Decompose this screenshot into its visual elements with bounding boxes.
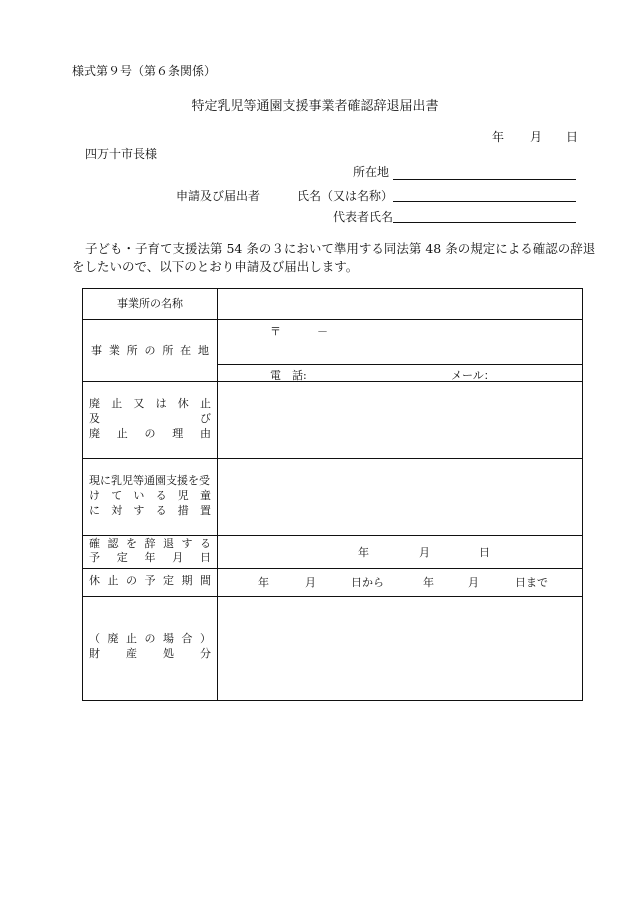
suspension-month-1: 月 <box>305 576 316 589</box>
applicant-role-label: 申請及び届出者 <box>176 189 261 203</box>
suspension-day-1: 日から <box>351 576 384 589</box>
addressee: 四万十市長様 <box>85 147 158 161</box>
withdraw-day: 日 <box>479 546 490 559</box>
postal-mark: 〒 <box>270 325 281 338</box>
postal-dash: － <box>317 325 328 338</box>
date-month: 月 <box>530 130 543 144</box>
measures-field[interactable] <box>218 459 582 535</box>
name-field[interactable] <box>393 201 576 202</box>
suspension-year-1: 年 <box>258 576 269 589</box>
form-number: 様式第９号（第６条関係） <box>72 64 217 78</box>
phone-label: 電 話: <box>270 369 307 382</box>
withdraw-month: 月 <box>419 546 430 559</box>
representative-field[interactable] <box>393 222 576 223</box>
address-field[interactable] <box>393 179 576 180</box>
mail-label: メール： <box>451 369 495 382</box>
withdrawal-table: 事業所の名称 事 業 所 の 所 在 地 〒 － 電 話: メール： 廃 止 又 は 休 止 及 び 廃 止 の 理 由 現に乳児等通園支援を受 け て い る 児 童 に 対 す る 措 置 確 認 を 辞 退 す る 予 定 年 月 日 年 月 日 休 止 の 予 定 期 間 年 月 日から 年 月 日まで （ 廃 止 の 場 合 ） 財 産 処 分 <box>82 288 583 701</box>
suspension-year-2: 年 <box>423 576 434 589</box>
date-year: 年 <box>492 130 505 144</box>
office-address-field[interactable] <box>218 320 582 364</box>
property-field[interactable] <box>218 597 582 700</box>
suspension-month-2: 月 <box>468 576 479 589</box>
office-name-field[interactable] <box>218 289 582 319</box>
reason-field[interactable] <box>218 382 582 458</box>
suspension-day-2: 日まで <box>515 576 548 589</box>
date-day: 日 <box>566 130 579 144</box>
name-label: 氏名（又は名称） <box>297 189 394 203</box>
body-text <box>72 240 596 276</box>
body-line-2: をしたいので、以下のとおり申請及び届出します。 <box>72 259 359 274</box>
withdraw-year: 年 <box>358 546 369 559</box>
body-line-1: 子ども・子育て支援法第 54 条の３において準用する同法第 48 条の規定による確認の辞退 <box>85 241 596 256</box>
address-label: 所在地 <box>353 165 390 179</box>
page-title: 特定乳児等通園支援事業者確認辞退届出書 <box>191 99 439 114</box>
representative-label: 代表者氏名 <box>333 210 394 224</box>
